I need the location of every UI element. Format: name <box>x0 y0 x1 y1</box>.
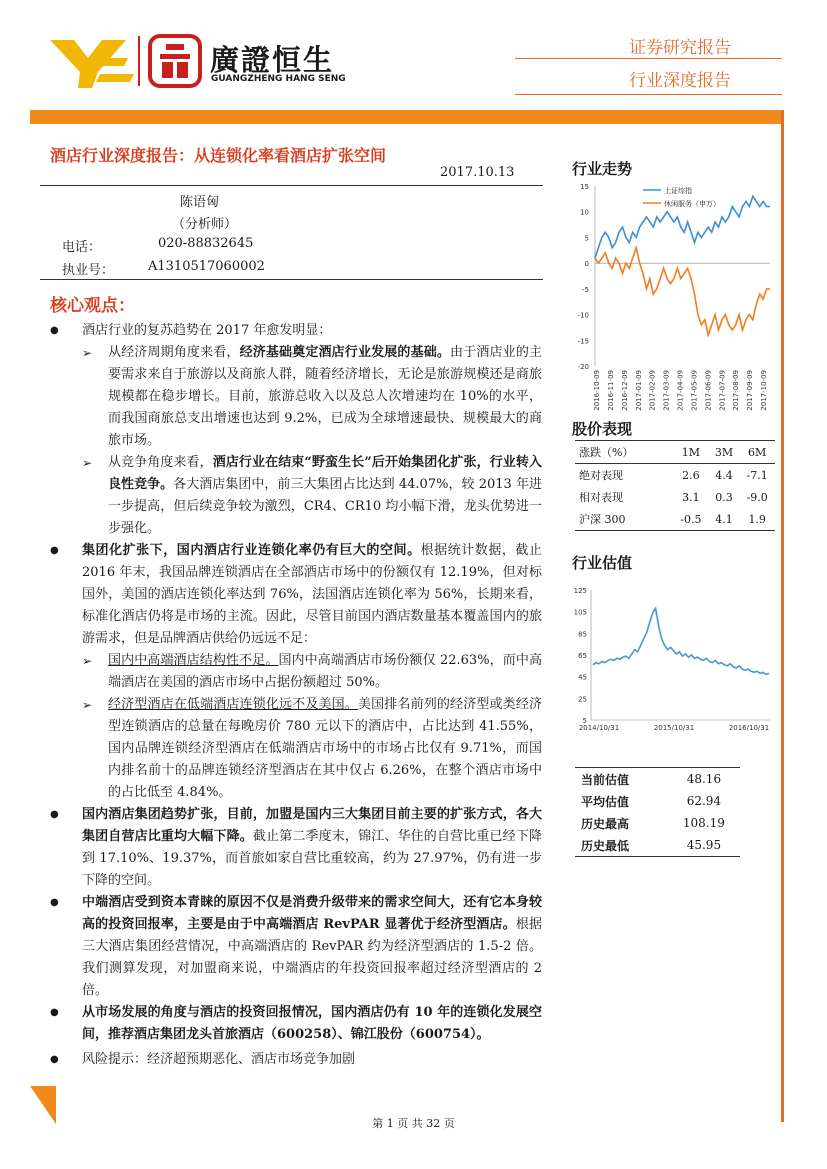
table-header-cell: 涨跌（%） <box>579 446 634 459</box>
table-cell: 0.3 <box>715 490 733 504</box>
bullet-icon: ● <box>50 1054 59 1065</box>
trend-title: 行业走势 <box>572 160 633 178</box>
table-cell: 沪深 300 <box>579 513 626 526</box>
table-row <box>575 790 740 812</box>
y-tick-label: 5 <box>582 717 587 725</box>
title-rule <box>40 185 543 186</box>
x-tick-label: 2016/10/31 <box>728 724 770 732</box>
table-cell: 45.95 <box>686 838 722 852</box>
header-divider <box>515 58 782 59</box>
y-tick-label: 5 <box>584 234 589 243</box>
x-tick-label: 2017-06-09 <box>704 370 713 411</box>
table-cell: 历史最高 <box>581 816 630 831</box>
info-rule <box>40 279 543 280</box>
industry-trend-chart <box>565 178 775 416</box>
y-tick-label: -20 <box>577 363 589 371</box>
header-band <box>30 110 782 124</box>
table-row <box>575 768 740 791</box>
valuation-table <box>575 767 740 857</box>
page-title: 酒店行业深度报告：从连锁化率看酒店扩张空间 <box>50 146 387 165</box>
y-tick-label: 15 <box>580 183 589 191</box>
analyst-name: 陈语匈 <box>180 195 220 210</box>
table-cell: 3.1 <box>682 490 700 504</box>
table-header-row <box>575 441 775 464</box>
y-tick-label: 0 <box>584 260 589 269</box>
y-tick-label: -10 <box>577 311 589 320</box>
x-tick-label: 2015/10/31 <box>653 724 695 732</box>
y-tick-label: 10 <box>580 208 589 217</box>
sub-point-economy: 从经济周期角度来看，经济基础奠定酒店行业发展的基础。由于酒店业的主要需求来自于旅游以及商旅人群，随着经济增长，无论是旅游规模还是商旅规模都在稳步增长。目前，旅游总收入以及总人次增速均在 10%的水平，而我国商旅总支出增速也达到 9.2%，已成为全球增速最快、规模最大的商旅市场。 <box>108 345 542 448</box>
arrow-bullet-icon: ➢ <box>82 698 93 712</box>
x-tick-label: 2017-01-09 <box>634 370 643 411</box>
y-tick-label: 45 <box>578 673 587 682</box>
table-cell: 108.19 <box>682 816 725 830</box>
bullet-icon: ● <box>50 325 59 336</box>
valuation-title: 行业估值 <box>572 554 633 572</box>
x-tick-label: 2016-11-09 <box>606 370 615 411</box>
analyst-role: （分析师） <box>172 217 238 232</box>
bullet-recommendation: 从市场发展的角度与酒店的投资回报情况，国内酒店仍有 10 年的连锁化发展空间，推荐酒店集团龙头首旅酒店（600258）、锦江股份（600754）。 <box>82 1005 542 1042</box>
table-cell: -7.1 <box>746 468 768 482</box>
table-row <box>575 486 775 508</box>
industry-valuation-chart <box>565 582 775 734</box>
header-divider-2 <box>515 94 782 95</box>
x-tick-label: 2017-03-09 <box>662 370 671 411</box>
table-header-cell: 6M <box>748 445 767 459</box>
x-tick-label: 2017-10-09 <box>760 370 768 411</box>
performance-table <box>575 440 775 531</box>
report-date: 2017.10.13 <box>440 165 515 180</box>
bullet-icon: ● <box>50 809 59 820</box>
table-cell: 当前估值 <box>581 772 630 787</box>
x-tick-label: 2016-12-09 <box>620 370 629 411</box>
bullet-recovery: 酒店行业的复苏趋势在 2017 年愈发明显： <box>82 323 332 338</box>
x-tick-label: 2016-10-09 <box>593 370 601 411</box>
table-cell: 1.9 <box>748 512 766 526</box>
y-tick-label: -5 <box>582 285 589 294</box>
y-tick-label: 65 <box>578 652 587 660</box>
table-row <box>575 508 775 531</box>
brand-name-en: GUANGZHENG HANG SENG <box>211 74 346 84</box>
bullet-icon: ● <box>50 1007 59 1018</box>
bullet-revpar: 中端酒店受到资本青睐的原因不仅是消费升级带来的需求空间大，还有它本身较高的投资回报率，主要是由于中高端酒店 RevPAR 显著优于经济型酒店。根据三大酒店集团经营情况，中高端酒店的 RevPAR 约为经济型酒店的 1.5-2 倍。我们测算发现，对加盟商来说，中端酒店的年投资回报率超过经济型酒店的 2 倍。 <box>82 895 542 998</box>
legend-label: 休闲服务（申万） <box>664 200 720 208</box>
x-tick-label: 2017-04-09 <box>676 370 685 411</box>
table-cell: 4.1 <box>715 512 733 526</box>
table-cell: 4.4 <box>715 468 733 482</box>
sub-point-midhigh: 国内中高端酒店结构性不足。国内中高端酒店市场份额仅 22.63%，而中高端酒店在美国的酒店市场中占据份额超过 50%。 <box>108 653 542 690</box>
table-cell: 相对表现 <box>579 491 623 504</box>
bullet-icon: ● <box>50 897 59 908</box>
y-tick-label: 25 <box>578 695 587 704</box>
right-margin-rule <box>781 110 784 1122</box>
bullet-franchise: 国内酒店集团趋势扩张，目前，加盟是国内三大集团目前主要的扩张方式，各大集团自营店比重均大幅下降。截止第二季度末，锦江、华住的自营比重已经下降到 17.10%、19.37%，而首旅如家自营比重较高，约为 27.97%，仍有进一步下降的空间。 <box>82 807 542 888</box>
bullet-chain-rate: 集团化扩张下，国内酒店行业连锁化率仍有巨大的空间。根据统计数据，截止 2016 年末，我国品牌连锁酒店在全部酒店市场中的份额仅有 12.19%，但对标国外，美国的酒店连锁化率达到 76%，法国酒店连锁化率为 56%，长期来看，标准化酒店仍将是市场的主流。因此，尽管目前国内酒店数量基本覆盖国内的旅游需求，但是品牌酒店供给仍远远不足： <box>82 543 542 646</box>
x-tick-label: 2014/10/31 <box>578 724 620 732</box>
table-cell: 48.16 <box>686 772 722 786</box>
table-row <box>575 464 775 487</box>
table-cell: 绝对表现 <box>579 469 623 482</box>
license-value: A1310517060002 <box>148 259 265 274</box>
x-tick-label: 2017-09-09 <box>746 370 755 411</box>
brand-name-cn: 廣證恒生 <box>210 43 335 77</box>
table-row <box>575 834 740 857</box>
arrow-bullet-icon: ➢ <box>82 654 93 668</box>
x-tick-label: 2017-05-09 <box>690 370 699 411</box>
risk-warning: 风险提示：经济超预期恶化、酒店市场竞争加剧 <box>82 1052 356 1067</box>
x-tick-label: 2017-02-09 <box>648 370 657 411</box>
table-header-cell: 3M <box>714 445 734 459</box>
table-header-cell: 1M <box>681 445 701 459</box>
sub-point-competition: 从竞争角度来看，酒店行业在结束“野蛮生长”后开始集团化扩张，行业转入良性竞争。各大酒店集团中，前三大集团占比达到 44.07%，较 2013 年进一步提高，但后续竞争较为激烈，CR4、CR10 均小幅下滑，龙头优势进一步强化。 <box>108 455 542 536</box>
y-tick-label: -15 <box>577 337 589 346</box>
license-label: 执业号： <box>62 263 115 278</box>
phone-value: 020-88832645 <box>158 236 254 251</box>
x-tick-label: 2017-07-09 <box>718 370 727 411</box>
report-type: 证券研究报告 <box>629 38 731 58</box>
perf-title: 股价表现 <box>572 420 633 438</box>
table-cell: -0.5 <box>680 512 702 526</box>
series-line <box>595 248 770 335</box>
y-tick-label: 125 <box>573 587 587 595</box>
bullet-icon: ● <box>50 545 59 556</box>
arrow-bullet-icon: ➢ <box>82 346 93 360</box>
table-cell: 历史最低 <box>581 838 630 853</box>
phone-label: 电话： <box>62 240 102 255</box>
core-views-title: 核心观点： <box>50 296 135 316</box>
table-cell: 2.6 <box>682 468 700 482</box>
y-tick-label: 105 <box>573 608 587 617</box>
sub-point-economy-hotel: 经济型酒店在低端酒店连锁化远不及美国。美国排名前列的经济型或类经济型连锁酒店的总量在每晚房价 780 元以下的酒店中，占比达到 41.55%，国内品牌连锁经济型酒店在低端酒店市场中的市场占比仅有 9.71%，而国内排名前十的品牌连锁经济型酒店在其中仅占 6.26%，在整个酒店市场中的占比低至 4.84%。 <box>108 697 542 800</box>
table-cell: 62.94 <box>686 794 722 808</box>
table-cell: -9.0 <box>746 490 768 504</box>
page-number: 第 1 页 共 32 页 <box>372 1117 455 1130</box>
legend-label: 上证综指 <box>664 187 692 195</box>
y-tick-label: 85 <box>578 630 587 639</box>
x-tick-label: 2017-08-09 <box>732 370 741 411</box>
series-line <box>593 608 769 674</box>
report-subtype: 行业深度报告 <box>629 71 731 91</box>
table-row <box>575 812 740 834</box>
arrow-bullet-icon: ➢ <box>82 456 93 470</box>
table-cell: 平均估值 <box>581 794 630 809</box>
